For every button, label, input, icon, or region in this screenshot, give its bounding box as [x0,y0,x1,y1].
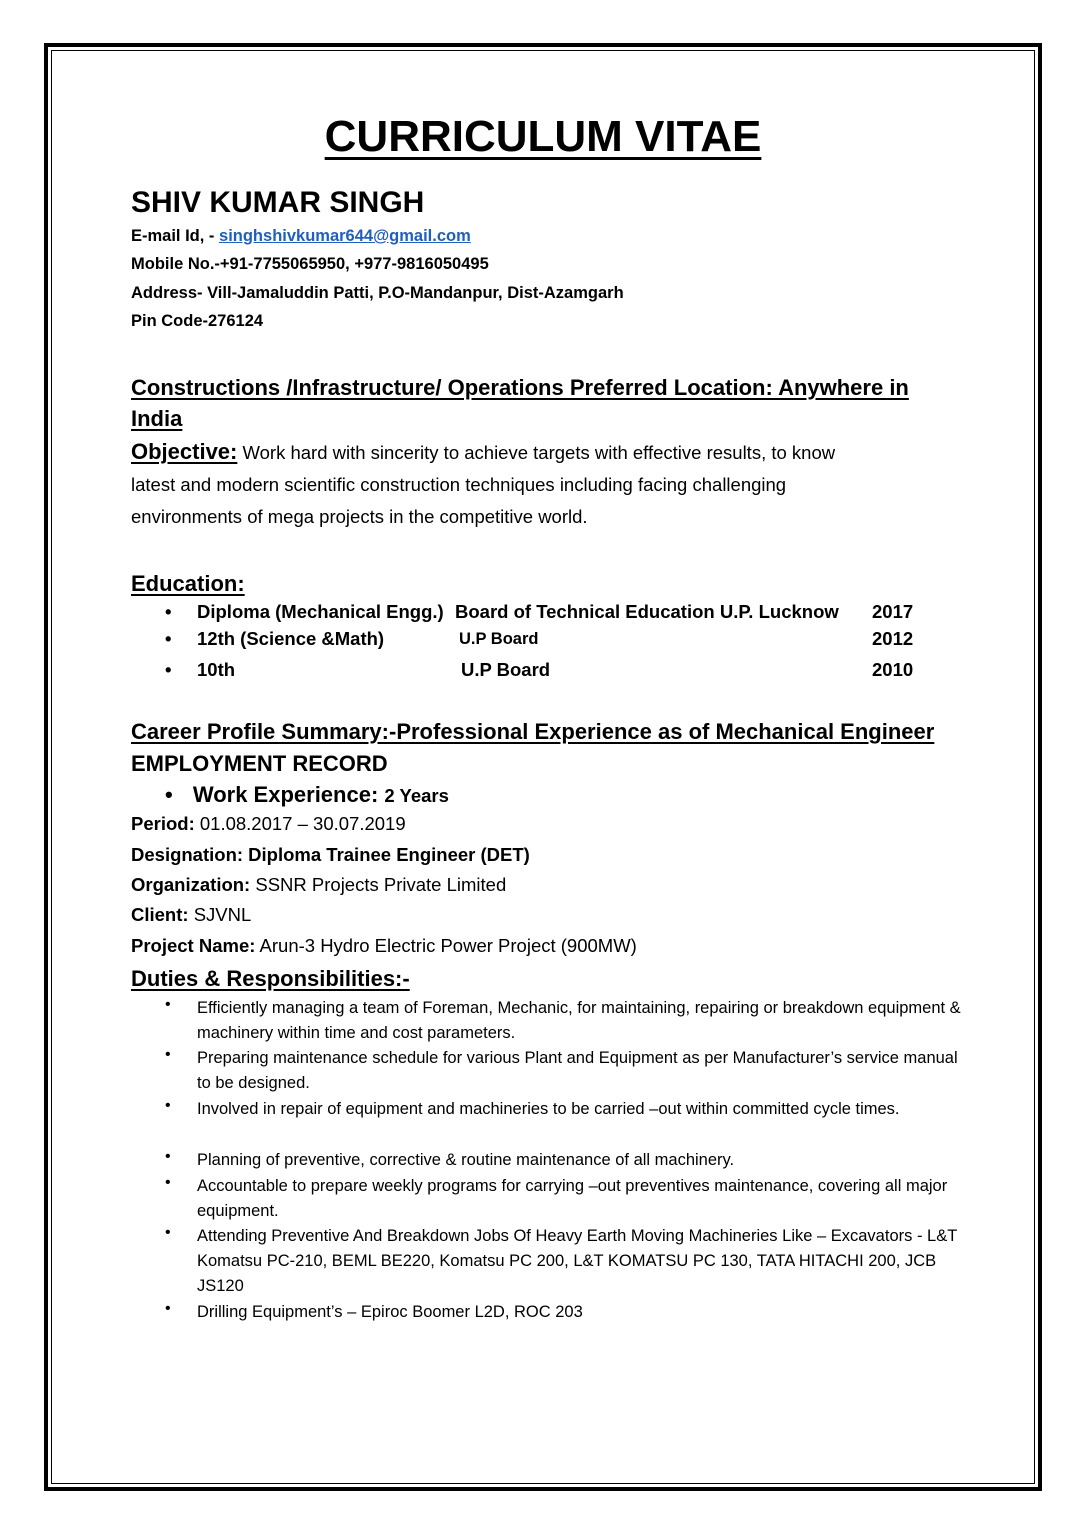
education-board: U.P Board [459,630,539,648]
duty-item: Accountable to prepare weekly programs for carrying –out preventives maintenance, covering all major equipment. [197,1177,948,1220]
bullet-icon: • [165,628,172,649]
duty-item: Preparing maintenance schedule for various Plant and Equipment as per Manufacturer’s service manual to be designed. [197,1049,958,1092]
pin-line: Pin Code-276124 [131,312,264,330]
bullet-icon: • [165,1046,171,1063]
work-experience-label: Work Experience: [192,782,379,807]
objective-line-1 [131,439,835,465]
education-year: 2012 [872,628,914,649]
work-experience-line [165,782,449,808]
organization-line [131,874,506,896]
bullet-icon: • [165,1300,171,1317]
document-title: CURRICULUM VITAE [324,112,762,161]
email-label: E-mail Id, - [131,227,220,245]
objective-line-2: latest and modern scientific construction techniques including facing challenging [131,474,787,495]
education-row [165,601,925,623]
education-degree: Diploma (Mechanical Engg.) [197,601,444,622]
email-line [131,227,471,246]
objective-text-1: Work hard with sincerity to achieve targets with effective results, to know [237,442,836,463]
organization-label: Organization: [131,874,251,895]
period-line [131,813,406,835]
bullet-icon: • [165,1224,171,1241]
period-value: 01.08.2017 – 30.07.2019 [194,813,406,834]
employment-heading: EMPLOYMENT RECORD [131,751,388,776]
education-board: Board of Technical Education U.P. Lucknow [455,601,839,622]
client-value: SJVNL [188,904,252,925]
education-degree: 10th [197,659,236,680]
email-link[interactable]: singhshivkumar644@gmail.com [219,227,471,245]
bullet-icon: • [165,782,173,807]
bullet-icon: • [165,1097,171,1114]
education-year: 2017 [872,601,914,622]
bullet-icon: • [165,1174,171,1191]
education-heading: Education: [131,571,245,596]
education-row [165,628,925,650]
education-degree: 12th (Science &Math) [197,628,385,649]
duty-item: Attending Preventive And Breakdown Jobs Of Heavy Earth Moving Machineries Like – Excavators - L&T Komatsu PC-210, BEML BE220, Komatsu PC 200, L&T KOMATSU PC 130, TATA HITACHI 200, JCB JS120 [197,1227,957,1295]
organization-value: SSNR Projects Private Limited [250,874,507,895]
project-value: Arun-3 Hydro Electric Power Project (900MW) [255,935,637,956]
designation-line [131,844,530,866]
work-experience-value: 2 Years [384,785,449,806]
duty-item: Efficiently managing a team of Foreman, Mechanic, for maintaining, repairing or breakdown equipment & machinery within time and cost parameters. [197,999,961,1042]
candidate-name: SHIV KUMAR SINGH [131,186,425,219]
designation-text: Designation: Diploma Trainee Engineer (DET) [131,844,530,865]
education-board: U.P Board [461,659,551,680]
bullet-icon: • [165,1148,171,1165]
address-line: Address- Vill-Jamaluddin Patti, P.O-Mandanpur, Dist-Azamgarh [131,284,624,302]
objective-line-3: environments of mega projects in the competitive world. [131,506,588,527]
duties-heading: Duties & Responsibilities:- [131,966,410,991]
client-line [131,904,251,926]
period-label: Period: [131,813,195,834]
duty-item: Drilling Equipment’s – Epiroc Boomer L2D, ROC 203 [197,1303,583,1321]
education-year: 2010 [872,659,914,680]
preferred-location-heading: Constructions /Infrastructure/ Operations Preferred Location: Anywhere in [131,375,909,400]
duty-item: Planning of preventive, corrective & routine maintenance of all machinery. [197,1151,735,1169]
career-summary-heading: Career Profile Summary:-Professional Experience as of Mechanical Engineer [131,719,935,744]
bullet-icon: • [165,601,172,622]
bullet-icon: • [165,659,172,680]
duty-item: Involved in repair of equipment and machineries to be carried –out within committed cycle times. [197,1100,900,1118]
objective-label: Objective: [131,439,238,464]
client-label: Client: [131,904,189,925]
education-row [165,659,925,681]
bullet-icon: • [165,996,171,1013]
preferred-location-heading-cont: India [131,406,183,431]
project-label: Project Name: [131,935,256,956]
project-line [131,935,637,957]
mobile-line: Mobile No.-+91-7755065950, +977-9816050495 [131,255,489,273]
